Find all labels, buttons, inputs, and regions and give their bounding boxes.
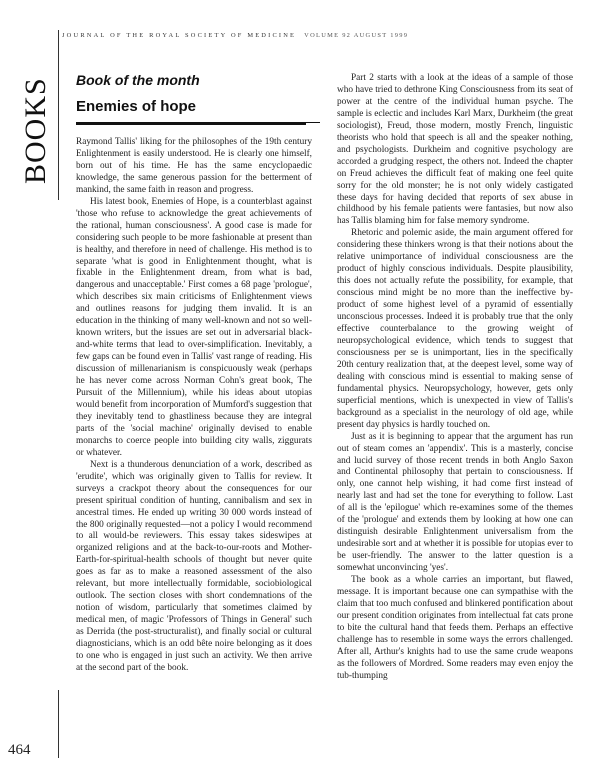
paragraph: Rhetoric and polemic aside, the main argument offered for considering these thinkers wrong is that their notions about the relative unimportance of individual consciousness are the product of highly conscious individuals. Despite plausibility, this does not actually refute the possibility, for example, that conscious mind might be no more than the ineffective by-product of some highest level of a pyramid of essentially unconscious processes. Indeed it is probably true that the only effective counterbalance to the growing weight of neuropsychological evidence, which tends to suggest that consciousness per se is unimportant, lies in the specifically 20th century realization that, at the deepest level, some way of dealing with conscious mind is essential to making sense of fundamental physics. Neuropsychology, however, gets only superficial mentions, which is unexpected in view of Tallis's background as a specialist in the neurology of old age, while present day physics is hardly touched on. — [337, 228, 573, 430]
journal-name: JOURNAL OF THE ROYAL SOCIETY OF MEDICINE — [62, 32, 297, 39]
paragraph: Just as it is beginning to appear that the argument has run out of steam comes an 'appendix'. This is a masterly, concise and lucid survey of those recent trends in both Anglo Saxon and Continental philosophy that pertain to consciousness. If only, one cannot help wishing, it had come first instead of nearly last and had set the tone for everything to follow. Last of all is the 'epilogue' which re-examines some of the themes of the 'prologue' and extends them by looking at how one can distinguish desirable Enlightenment universalism from the undesirable sort and at whether it is possible for utopias ever to be user-friendly. The answer to the latter question is a somewhat unconvincing 'yes'. — [337, 431, 573, 574]
section-label: BOOKS — [19, 77, 52, 185]
gutter-rule-bottom — [58, 690, 59, 758]
right-column — [337, 73, 573, 683]
page-number: 464 — [8, 742, 31, 758]
left-column — [76, 137, 312, 675]
volume-issue: VOLUME 92 AUGUST 1999 — [304, 32, 409, 39]
article-title: Enemies of hope — [76, 98, 197, 115]
paragraph: His latest book, Enemies of Hope, is a counterblast against 'those who refuse to acknowledge the great achievements of the rational, human consciousness'. A good case is made for considering such people to be more fashionable at present than is healthy, and therefore in need of challenge. His method is to separate 'what is good in Enlightenment thought, what is fixable in the Enlightenment dream, from what is bad, dangerous and unacceptable.' First comes a 68 page 'prologue', which describes six main criticisms of Enlightenment views and outlines reasons for judging them invalid. It is an education in the thinking of many well-known and not so well-known writers, but the issues are set out in adversarial black-and-white terms that lead to over-simplification. Inevitably, a few gaps can be found even in Tallis' vast range of reading. His discussion of millenarianism is conspicuously weak (perhaps he has never come across Norman Cohn's great book, The Pursuit of the Millennium), while his ideas about utopias would benefit from incorporation of Mumford's suggestion that they inevitably tend to ghastliness because they are integral parts of the 'social machine' originally devised to enable monarchs to coerce people into building city walls, ziggurats or whatever. — [76, 196, 312, 458]
paragraph: Raymond Tallis' liking for the philosophes of the 19th century Enlightenment is easily understood. He is clearly one himself, born out of his time. He has the same encyclopaedic knowledge, the same generous passion for the betterment of mankind, the same faith in reason and progress. — [76, 137, 312, 195]
running-head — [62, 32, 408, 39]
article-kicker: Book of the month — [76, 72, 200, 88]
paragraph: Next is a thunderous denunciation of a work, described as 'erudite', which was originally given to Tallis for review. It surveys a crackpot theory about the consequences for our present spiritual condition of hunting, cannibalism and sex in ancestral times. He ended up writing 30 000 words instead of the 800 originally requested—not a policy I would recommend to all would-be reviewers. This essay takes sideswipes at organized religions and at the back-to-our-roots and Mother-Earth-for-spiritual-health schools of thought but never quite goes as far as to make a reasoned assessment of the also relevant, but more intellectually formidable, sociobiological outlook. The section closes with short condemnations of the notion of wisdom, particularly that sometimes claimed by medical men, of magic 'Professors of Things in General' such as Derrida (the post-structuralist), and finally social or cultural diagnosticians, which is an odd bête noire belonging as it does to one who is engaged in just such an activity. We then arrive at the second part of the book. — [76, 459, 312, 673]
title-rule — [76, 122, 306, 125]
paragraph: The book as a whole carries an important, but flawed, message. It is important because one can sympathise with the claim that too much confused and blinkered pontification about our present condition originates from intellectual fat cats prone to bite the cultural hand that feeds them. Perhaps an effective challenge has to resemble in some ways the errors challenged. After all, Arthur's knights had to use the same crude weapons as the followers of Mordred. Some readers may even enjoy the tub-thumping — [337, 575, 573, 681]
paragraph: Part 2 starts with a look at the ideas of a sample of those who have tried to dethrone King Consciousness from its seat of power at the centre of the individual human psyche. The sample is eclectic and includes Karl Marx, Durkheim (the great sociologist), Freud, those modern, mostly French, linguistic theorists who hold that speech is all and the speaker nothing, and psychologists. Durkheim and cognitive psychology are accorded a grudging respect, the others not. Indeed the chapter on Freud achieves the difficult feat of making one feel quite sorry for the old monster; he is not only widely castigated these days for having decided that reports of sex abuse in childhood by his female patients were fantasies, but now also has Tallis blaming him for false memory syndrome. — [337, 73, 573, 227]
